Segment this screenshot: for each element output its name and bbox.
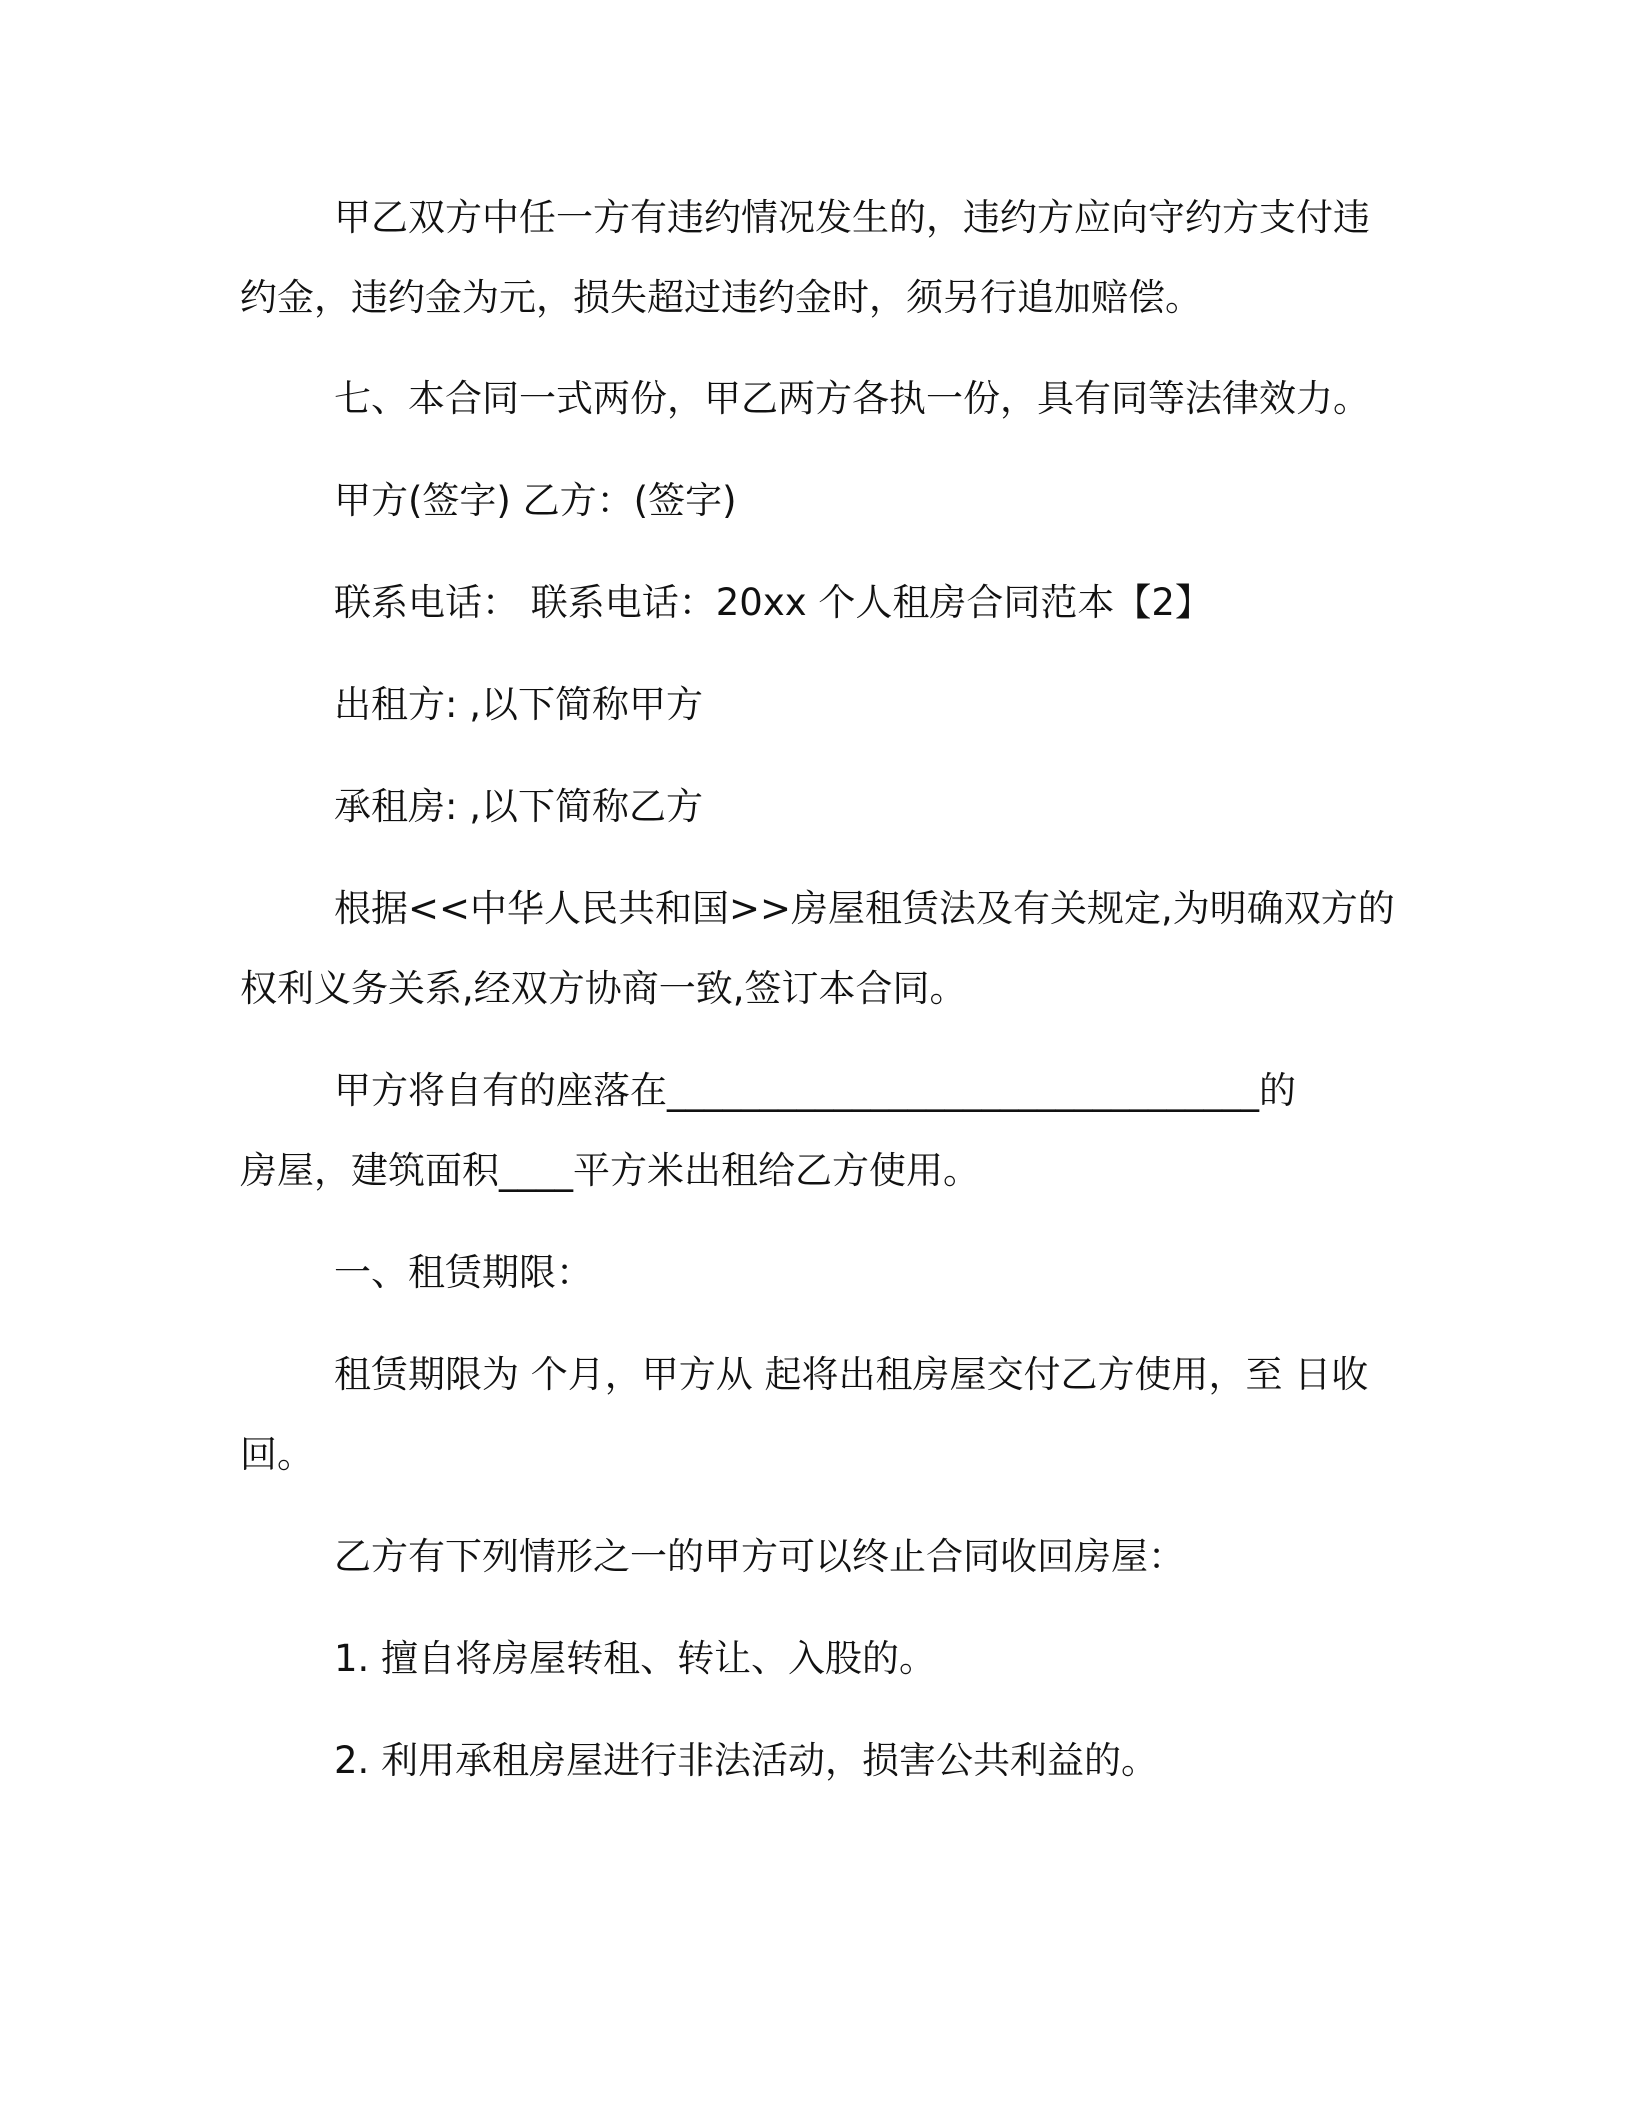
property-line-1: 甲方将自有的座落在________________________________的	[334, 1069, 1296, 1112]
termination-item-1: 1. 擅自将房屋转租、转让、入股的。	[334, 1637, 937, 1680]
preamble-line-2: 权利义务关系,经双方协商一致,签订本合同。	[240, 967, 967, 1010]
paragraph-breach-line-2: 约金，违约金为元，损失超过违约金时，须另行追加赔偿。	[240, 276, 1202, 319]
lease-term-line-1: 租赁期限为 个月，甲方从 起将出租房屋交付乙方使用，至 日收	[334, 1353, 1369, 1396]
section-heading-lease-term: 一、租赁期限：	[334, 1251, 593, 1294]
lessor-line: 出租方: ,以下简称甲方	[334, 683, 703, 726]
termination-intro: 乙方有下列情形之一的甲方可以终止合同收回房屋：	[334, 1535, 1185, 1578]
lease-term-line-2: 回。	[240, 1433, 314, 1476]
signature-line: 甲方(签字) 乙方：(签字)	[334, 479, 737, 522]
lessee-line: 承租房: ,以下简称乙方	[334, 785, 703, 828]
property-line-2: 房屋，建筑面积____平方米出租给乙方使用。	[240, 1149, 980, 1192]
contact-phone-line: 联系电话： 联系电话：20xx 个人租房合同范本【2】	[334, 581, 1212, 624]
preamble-line-1: 根据<<中华人民共和国>>房屋租赁法及有关规定,为明确双方的	[334, 887, 1395, 930]
termination-item-2: 2. 利用承租房屋进行非法活动，损害公共利益的。	[334, 1739, 1159, 1782]
clause-seven: 七、本合同一式两份，甲乙两方各执一份，具有同等法律效力。	[334, 377, 1370, 420]
paragraph-breach-line-1: 甲乙双方中任一方有违约情况发生的，违约方应向守约方支付违	[334, 196, 1370, 239]
